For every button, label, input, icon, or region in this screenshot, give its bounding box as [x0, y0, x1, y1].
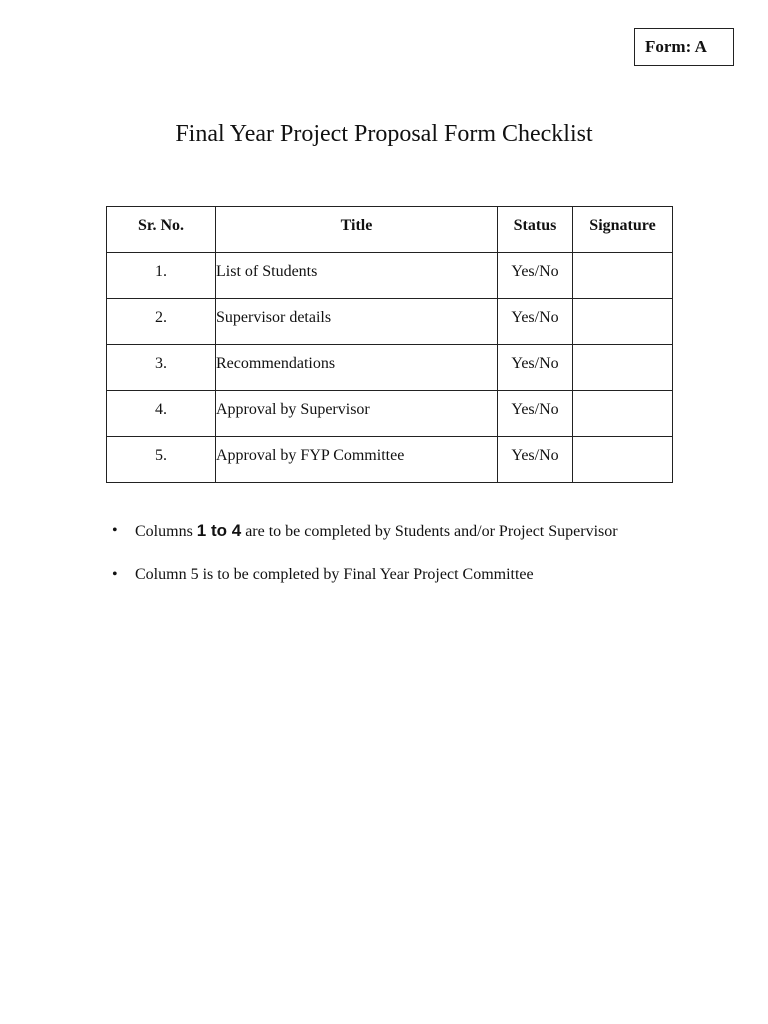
- form-label: Form: A: [634, 28, 734, 66]
- cell-title: Approval by Supervisor: [216, 391, 498, 437]
- header-title: Title: [216, 207, 498, 253]
- checklist-table: [106, 206, 673, 483]
- list-item: [112, 564, 752, 586]
- table-row: [107, 345, 673, 391]
- header-sr-no: Sr. No.: [107, 207, 216, 253]
- table-row: [107, 299, 673, 345]
- cell-status: Yes/No: [498, 437, 573, 483]
- cell-sr-no: 4.: [107, 391, 216, 437]
- page-title: Final Year Project Proposal Form Checklist: [175, 121, 593, 147]
- note-text: Column 5 is to be completed by Final Year Project Committee: [135, 566, 534, 583]
- cell-title: Supervisor details: [216, 299, 498, 345]
- cell-status: Yes/No: [498, 299, 573, 345]
- cell-sr-no: 2.: [107, 299, 216, 345]
- cell-status: Yes/No: [498, 345, 573, 391]
- cell-signature[interactable]: [573, 299, 673, 345]
- cell-signature[interactable]: [573, 253, 673, 299]
- table-row: [107, 391, 673, 437]
- table-row: [107, 437, 673, 483]
- cell-signature[interactable]: [573, 437, 673, 483]
- note-emphasis: 1 to 4: [196, 521, 242, 540]
- cell-status: Yes/No: [498, 391, 573, 437]
- header-signature: Signature: [573, 207, 673, 253]
- cell-signature[interactable]: [573, 345, 673, 391]
- note-text: Columns: [135, 523, 197, 540]
- table-header-row: [107, 207, 673, 253]
- cell-signature[interactable]: [573, 391, 673, 437]
- cell-title: Recommendations: [216, 345, 498, 391]
- bullet-icon: •: [112, 522, 118, 539]
- cell-title: List of Students: [216, 253, 498, 299]
- list-item: [112, 520, 752, 543]
- cell-title: Approval by FYP Committee: [216, 437, 498, 483]
- cell-sr-no: 1.: [107, 253, 216, 299]
- note-text: are to be completed by Students and/or Project Supervisor: [241, 523, 618, 540]
- notes-list: [112, 520, 752, 607]
- table-row: [107, 253, 673, 299]
- cell-sr-no: 3.: [107, 345, 216, 391]
- bullet-icon: •: [112, 566, 118, 583]
- cell-sr-no: 5.: [107, 437, 216, 483]
- header-status: Status: [498, 207, 573, 253]
- cell-status: Yes/No: [498, 253, 573, 299]
